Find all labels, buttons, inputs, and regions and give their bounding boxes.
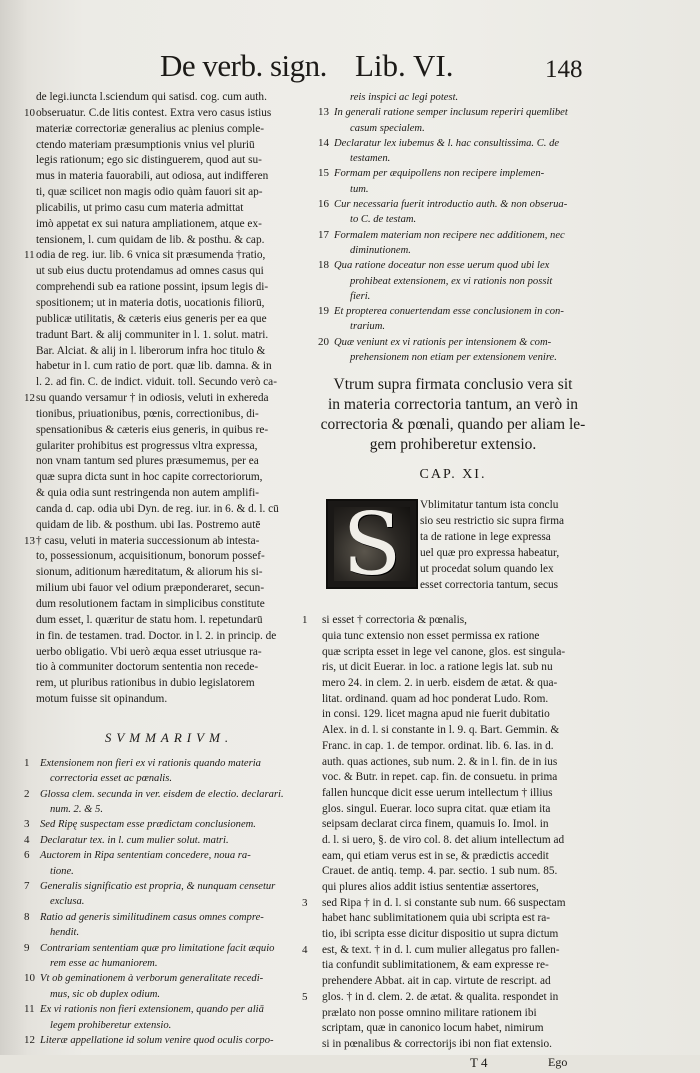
line-text: In generali ratione semper inclusum reperiri quemlibet (334, 107, 568, 119)
marginal-number: 7 (24, 880, 30, 893)
marginal-number: 2 (24, 787, 30, 800)
line-text: Declaratur lex iubemus & l. hac consultissima. C. de (334, 137, 560, 149)
summary-item (312, 289, 594, 304)
text-line (30, 549, 308, 565)
text-line (30, 454, 308, 470)
line-text: mus, sic ob duplex odium. (50, 988, 161, 1000)
text-line: Vblimitatur tantum ista conclu (420, 499, 559, 512)
text-line (30, 660, 308, 676)
text-line: ta de ratione in lege expressa (420, 531, 551, 544)
text-line (312, 660, 594, 676)
line-text: Formalem materiam non recipere nec additionem, nec (334, 229, 565, 241)
page-number: 148 (545, 56, 583, 83)
right-summary-list (312, 90, 594, 365)
heading-line: Vtrum supra firmata conclusio vera sit (333, 376, 573, 394)
line-text: seipsam declarat circa finem, quamuis Io. Imol. in (322, 818, 549, 831)
line-text: ti, quæ scilicet non magis odio quàm fauori sit ap- (36, 186, 263, 199)
chapter-heading (312, 375, 594, 455)
line-text: scriptam, quæ in canonico locum habet, nimirum (322, 1022, 544, 1035)
summary-item (24, 756, 308, 771)
summary-item (312, 319, 594, 334)
text-line (30, 423, 308, 439)
marginal-number: 16 (318, 198, 329, 211)
text-line (30, 153, 308, 169)
marginal-number: 12 (24, 1033, 35, 1046)
text-line (312, 645, 594, 661)
text-line (30, 645, 308, 661)
line-text: num. 2. & 5. (50, 804, 103, 816)
marginal-number: 13 (318, 106, 329, 119)
summary-item (30, 894, 308, 909)
text-line (312, 864, 594, 880)
text-line (30, 201, 308, 217)
line-text: publicæ utilitatis, & cæteris eius generis per ea que (36, 312, 267, 325)
line-text: quæ scripta esset in lege vel canone, glos. est singula- (322, 645, 566, 658)
text-line: esset correctoria tantum, secus (420, 579, 559, 592)
text-line (30, 375, 308, 391)
line-text: d. l. si uero, §. de viro col. 8. det alium intellectum ad (322, 833, 565, 846)
line-text: Extensionem non fieri ex vi rationis quando materia (40, 757, 261, 769)
marginal-number: 4 (302, 943, 308, 956)
heading-line: gem prohiberetur extensio. (369, 436, 537, 454)
text-line (30, 264, 308, 280)
text-line (30, 502, 308, 518)
line-text: gulariter prohibitus est progressus vltra expressa, (36, 439, 258, 452)
text-line (30, 486, 308, 502)
marginal-number: 5 (302, 990, 308, 1003)
text-line (24, 248, 308, 264)
line-text: in consi. 129. licet magna apud nie fuerit dubitatio (322, 708, 550, 721)
line-text: Franc. in cap. 1. de tempor. ordinat. lib. 6. Ias. in d. (322, 739, 554, 752)
decorated-initial (326, 495, 418, 596)
line-text: ut sub eius ductu protendamus ad omnes casus qui (36, 265, 264, 278)
text-line (30, 597, 308, 613)
marginal-number: 6 (24, 849, 30, 862)
line-text: tio à communiter doctorum sententia non recede- (36, 661, 259, 674)
line-text: Glossa clem. secunda in ver. eisdem de electio. declarari. (40, 788, 284, 800)
text-line (312, 833, 594, 849)
text-line (302, 613, 594, 629)
line-text: Declaratur tex. in l. cum mulier solut. matri. (40, 834, 229, 846)
line-text: Quæ veniunt ex vi rationis per intensionem & com- (334, 336, 552, 348)
summary-item (312, 90, 594, 105)
line-text: legis rationum; ego sic distinguerem, quod aut su- (36, 154, 262, 167)
text-line (312, 676, 594, 692)
text-line (312, 911, 594, 927)
line-text: testamen. (350, 153, 391, 165)
marginal-number: 18 (318, 259, 329, 272)
line-text: Auctorem in Ripa sententiam concedere, noua ra- (40, 850, 251, 862)
summary-item (312, 228, 594, 243)
marginal-number: 11 (24, 249, 35, 262)
text-line (24, 391, 308, 407)
summary-item (24, 910, 308, 925)
text-line (24, 534, 308, 550)
line-text: hendit. (50, 927, 80, 939)
summary-item (312, 136, 594, 151)
text-line (312, 958, 594, 974)
text-line (30, 439, 308, 455)
text-line (312, 770, 594, 786)
line-text: Generalis significatio est propria, & nunquam censetur (40, 881, 276, 893)
text-line (30, 328, 308, 344)
summary-item (30, 802, 308, 817)
catchword: Ego (548, 1054, 568, 1069)
text-line (312, 1037, 594, 1053)
line-text: prohibeat extensionem, ex vi rationis non possit (350, 275, 553, 287)
text-line (312, 1021, 594, 1037)
text-line (30, 344, 308, 360)
line-text: Cur necessaria fuerit introductio auth. & non obserua- (334, 199, 568, 211)
summary-item (24, 1002, 308, 1017)
line-text: glos. singul. Euerar. loco supra citat. quæ etiam ita (322, 802, 551, 815)
line-text: non vnam tantum sed plures præsumemus, per ea (36, 455, 259, 468)
running-title-right: Lib. VI. (355, 48, 454, 83)
summary-item (312, 243, 594, 258)
text-line (312, 786, 594, 802)
text-line: sio seu restrictio sic supra firma (420, 515, 564, 528)
summary-item (312, 350, 594, 365)
line-text: tia confundit sublimitationem, & eam expresse re- (322, 959, 549, 972)
line-text: dum esset, l. quæritur de statu hom. l. repetundarū (36, 613, 263, 626)
marginal-number: 1 (302, 614, 308, 627)
summary-item (24, 1033, 308, 1048)
line-text: Ex vi rationis non fieri extensionem, quando per aliā (40, 1004, 264, 1016)
summary-item (312, 166, 594, 181)
line-text: plicabilis, ut primo casu cum materia admittat (36, 201, 244, 214)
summary-item (30, 925, 308, 940)
text-line (30, 280, 308, 296)
line-text: litat. ordinand. quam ad hoc ponderat Ludo. Rom. (322, 692, 549, 705)
line-text: tensionem, l. cum quidam de lib. & posthu. & cap. (36, 233, 265, 246)
summary-item (24, 848, 308, 863)
running-title-left: De verb. sign. (160, 48, 327, 83)
text-line (312, 755, 594, 771)
text-line (30, 581, 308, 597)
marginal-number: 20 (318, 335, 329, 348)
line-text: canda d. cap. odia ubi Dyn. de reg. iur. in 6. & d. l. cū (36, 502, 279, 515)
line-text: Qua ratione doceatur non esse uerum quod ubi lex (334, 260, 550, 272)
text-line (312, 629, 594, 645)
line-text: voc. & Butr. in repet. cap. fin. de consuetu. in prima (322, 771, 558, 784)
line-text: diminutionem. (350, 244, 411, 256)
text-line (312, 1006, 594, 1022)
marginal-number: 17 (318, 228, 329, 241)
right-column (302, 90, 594, 1073)
chapter-opening (312, 495, 594, 613)
marginal-number: 10 (24, 972, 35, 985)
line-text: de legi.iuncta l.sciendum qui satisd. cog. cum auth. (36, 91, 267, 103)
summary-item (24, 787, 308, 802)
page-foot (312, 1055, 594, 1073)
marginal-number: 1 (24, 756, 30, 769)
text-line (30, 359, 308, 375)
initial-adjacent-lines (420, 497, 592, 593)
marginal-number: 19 (318, 305, 329, 318)
text-line (302, 990, 594, 1006)
left-column (24, 90, 308, 1048)
summary-item (24, 941, 308, 956)
summary-item (312, 258, 594, 273)
text-line (302, 943, 594, 959)
marginal-number: 8 (24, 910, 30, 923)
summary-item (24, 833, 308, 848)
line-text: odia de reg. iur. lib. 6 vnica sit præsumenda †ratio, (36, 249, 266, 262)
line-text: to, possessionum, acquisitionum, bonorum possef- (36, 550, 265, 563)
summary-item (312, 304, 594, 319)
text-line (24, 106, 308, 122)
initial-letter: S (342, 495, 402, 596)
line-text: imò appetat ex sui natura ampliationem, atque ex- (36, 217, 262, 230)
summary-title: SVMMARIVM. (104, 729, 234, 745)
chapter-label: CAP. XI. (419, 467, 487, 483)
line-text: † casu, veluti in materia successionum ab intesta- (36, 534, 260, 547)
summary-item (30, 987, 308, 1002)
line-text: ris, ut dicit Euerar. in loc. a ratione legis lat. sub nu (322, 661, 553, 674)
text-line (312, 739, 594, 755)
line-text: tio, ibi scripta esse dicitur dispositio ut supra dictum (322, 928, 559, 941)
line-text: in fin. de testamen. trad. Doctor. in l. 2. in princip. de (36, 629, 277, 642)
line-text: est, & text. † in d. l. cum mulier allegatus pro fallen- (322, 943, 560, 956)
line-text: milium ubi fauor vel odium præponderaret, secun- (36, 582, 265, 595)
summary-item (312, 197, 594, 212)
text-line (30, 312, 308, 328)
line-text: tionibus, priuationibus, pœnis, correctionibus, di- (36, 407, 259, 420)
line-text: l. 2. ad fin. C. de indict. viduit. toll. Secundo verò ca- (36, 376, 277, 389)
line-text: to C. de testam. (350, 214, 417, 226)
marginal-number: 4 (24, 833, 30, 846)
line-text: dum resolutionem factam in simplicibus constitute (36, 598, 265, 610)
text-line (312, 802, 594, 818)
line-text: motum fuisse sit opinandum. (36, 693, 168, 706)
line-text: habet hanc sublimitationem quia ubi scripta est ra- (322, 912, 551, 925)
signature-mark: T 4 (470, 1054, 488, 1070)
line-text: Crauet. de antiq. temp. 4. par. sectio. 1 sub num. 85. (322, 865, 558, 878)
text-line (30, 629, 308, 645)
line-text: trarium. (350, 321, 386, 333)
line-text: comprehendi sub ea ratione possint, ipsum legis di- (36, 281, 269, 294)
line-text: Et propterea conuertendam esse conclusionem in con- (334, 306, 564, 318)
line-text: eam, qui etiam verus est in se, & prædictis accedit (322, 849, 549, 862)
line-text: Vt ob geminationem à verborum generalitate recedi- (40, 973, 264, 985)
text-line (30, 233, 308, 249)
summary-item (30, 1018, 308, 1033)
line-text: Alex. in d. l. si constante in l. 9. q. Bart. Gemmin. & (322, 724, 560, 737)
line-text: Bar. Alciat. & alij in l. liberorum infra hoc titulo & (36, 344, 266, 357)
line-text: rem esse ac humaniorem. (50, 957, 158, 969)
marginal-number: 12 (24, 392, 35, 405)
line-text: auth. quas actiones, sub num. 2. & in l. fin. de in ius (322, 755, 558, 768)
text-line (30, 90, 308, 106)
text-line (312, 692, 594, 708)
line-text: rem, ut pluribus rationibus in dubio legislatorem (36, 677, 255, 690)
line-text: reis inspici ac legi potest. (350, 92, 459, 103)
text-line (30, 565, 308, 581)
text-line (30, 296, 308, 312)
left-summary-list (24, 756, 308, 1048)
text-line (30, 518, 308, 534)
marginal-number: 14 (318, 136, 329, 149)
text-line (312, 880, 594, 896)
line-text: tione. (50, 865, 74, 877)
line-text: quidam de lib. & posthum. ubi Ias. Postremo autē (36, 518, 261, 531)
line-text: fallen huncque dicit esse uerum intellectum † illius (322, 786, 553, 799)
line-text: su quando versamur † in odiosis, veluti in exhereda (36, 392, 269, 405)
marginal-number: 9 (24, 941, 30, 954)
text-line (312, 817, 594, 833)
line-text: casum specialem. (350, 122, 425, 134)
summary-item (24, 817, 308, 832)
summary-item (30, 771, 308, 786)
line-text: Sed Ripę suspectam esse prædictam conclusionem. (40, 819, 256, 831)
summary-item (312, 121, 594, 136)
summary-item (312, 151, 594, 166)
line-text: Ratio ad generis similitudinem casus omnes compre- (40, 911, 264, 923)
summary-item (312, 274, 594, 289)
line-text: legem prohiberetur extensio. (50, 1019, 172, 1031)
heading-line: correctoria & pœnali, quando per aliam le- (320, 416, 586, 434)
text-line (30, 185, 308, 201)
text-line (30, 217, 308, 233)
line-text: Formam per æquipollens non recipere implemen- (334, 168, 545, 180)
summary-item (30, 956, 308, 971)
line-text: qui plures alios addit istius sententiæ assertores, (322, 881, 539, 894)
line-text: prehensionem non etiam per extensionem venire. (350, 352, 557, 364)
summary-item (312, 182, 594, 197)
text-line (30, 613, 308, 629)
summary-item (312, 335, 594, 350)
heading-line: in materia correctoria tantum, an verò in (327, 396, 579, 414)
left-body-text (24, 90, 308, 708)
marginal-number: 3 (24, 818, 30, 831)
marginal-number: 11 (24, 1003, 35, 1016)
line-text: glos. † in d. clem. 2. de ætat. & qualita. respondet in (322, 990, 559, 1003)
marginal-number: 15 (318, 167, 329, 180)
line-text: prælato non posse omnino militare rationem ibi (322, 1006, 537, 1019)
line-text: fieri. (350, 290, 371, 302)
marginal-number: 10 (24, 106, 35, 119)
text-line (30, 407, 308, 423)
right-body-text (302, 613, 594, 1052)
summary-item (312, 105, 594, 120)
text-line (312, 927, 594, 943)
text-line (312, 723, 594, 739)
summary-item (24, 971, 308, 986)
text-line (30, 692, 308, 708)
text-line (30, 676, 308, 692)
line-text: si esset † correctoria & pœnalis, (322, 614, 467, 627)
line-text: prehendere Abbat. ait in cap. virtute de rescript. ad (322, 975, 551, 988)
line-text: quæ supra dicta sunt in hoc capite correctoriorum, (36, 471, 263, 484)
text-line (312, 974, 594, 990)
line-text: ctendo materiam præsumptionis vnius vel pluriū (36, 138, 255, 151)
line-text: uerbo obligatio. Vbi uerò æqua esset utriusque ra- (36, 645, 262, 658)
line-text: si in pœnalibus & correctorijs ibi non fiat extensio. (322, 1037, 552, 1050)
running-head (150, 48, 620, 88)
text-line (30, 169, 308, 185)
summary-item (24, 879, 308, 894)
line-text: & quia odia sunt restringenda non autem amplifi- (36, 487, 260, 500)
line-text: Literæ appellatione id solum venire quod oculis corpo- (40, 1034, 274, 1046)
line-text: mus in materia fauorabili, aut odiosa, aut indifferen (36, 170, 269, 183)
line-text: spositionem; ut in materia dotis, uocationis filiorū, (36, 296, 265, 309)
line-text: habetur in l. cum ratio de port. quæ lib. damna. & in (36, 360, 272, 373)
summary-item (30, 864, 308, 879)
line-text: obseruatur. C.de litis contest. Extra vero casus istius (36, 106, 272, 119)
line-text: mero 24. in clem. 2. in uerb. eisdem de ætat. & qua- (322, 677, 558, 690)
text-line: uel quæ pro expressa habeatur, (420, 547, 560, 560)
line-text: sed Ripa † in d. l. si constante sub num. 66 suspectam (322, 896, 566, 909)
line-text: materiæ correctoriæ generalius ac plenius comple- (36, 122, 265, 135)
text-line (30, 138, 308, 154)
line-text: tradunt Bart. & alij communiter in l. 1. solut. matri. (36, 328, 269, 341)
line-text: tum. (350, 183, 369, 195)
summary-item (312, 212, 594, 227)
line-text: quia tunc extensio non esset permissa ex ratione (322, 630, 540, 643)
text-line (30, 122, 308, 138)
line-text: correctoria esset ac pœnalis. (50, 773, 173, 785)
marginal-number: 13 (24, 534, 35, 547)
line-text: spensationibus & cæteris eius generis, in quibus re- (36, 423, 269, 436)
text-line (302, 896, 594, 912)
line-text: sionum, aditionum hæreditatum, & aliorum his si- (36, 566, 263, 579)
marginal-number: 3 (302, 896, 308, 909)
text-line (30, 470, 308, 486)
line-text: exclusa. (50, 896, 85, 908)
text-line: ut procedat solum quando lex (420, 563, 554, 576)
line-text: Contrariam sententiam quæ pro limitatione facit æquio (40, 942, 275, 954)
text-line (312, 849, 594, 865)
text-line (312, 707, 594, 723)
